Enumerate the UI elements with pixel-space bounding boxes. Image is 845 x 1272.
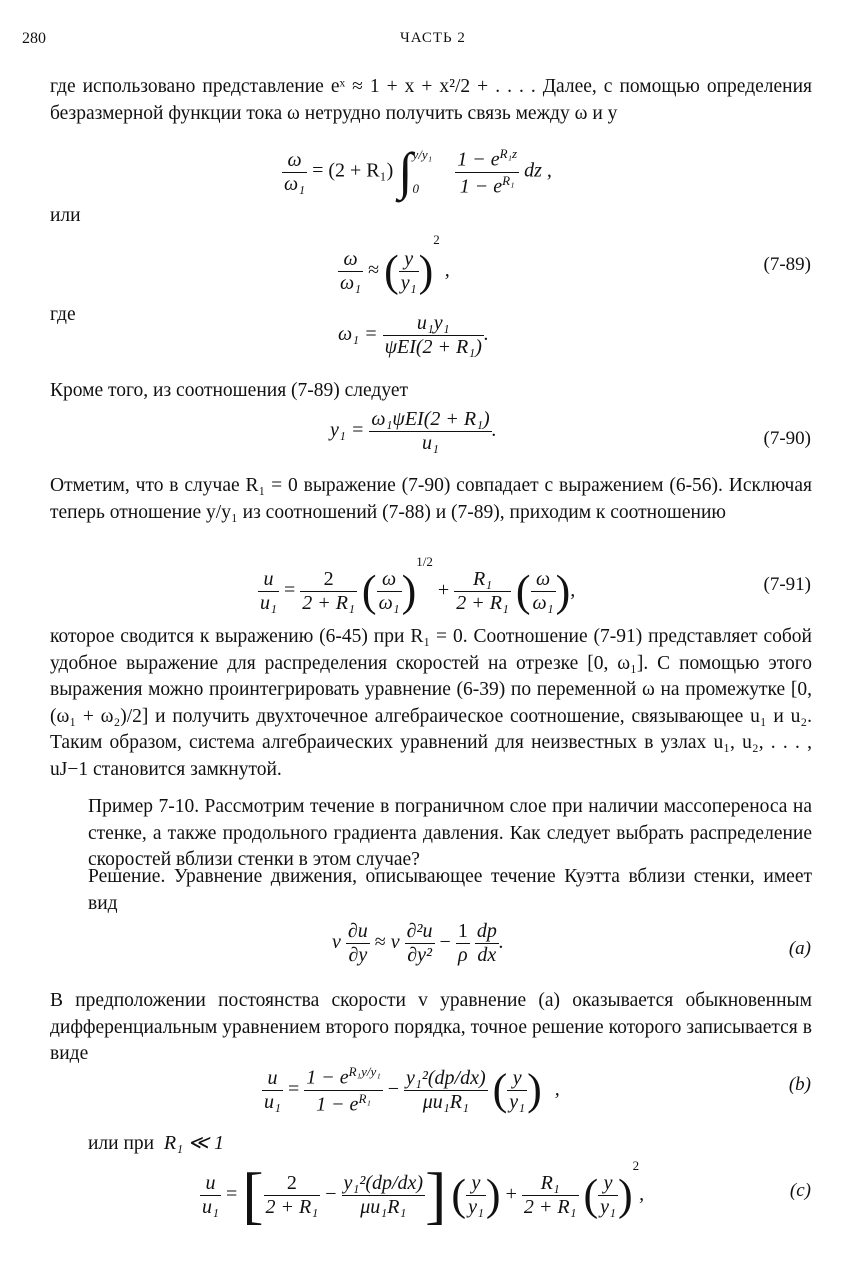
equation-7-90: y₁ = $\frac{\text{ω₁ψEI(2 + R₁)}}{\text{u₁}}$ . bbox=[330, 408, 497, 454]
equation-label-b: (b) bbox=[788, 1074, 811, 1095]
word-gde: где bbox=[50, 304, 76, 325]
paragraph-2: Кроме того, из соотношения (7-89) следует bbox=[50, 380, 409, 401]
equation-label-a: (a) bbox=[788, 938, 811, 959]
equation-7-89: $\frac{\omega}{\text{ω₁}}$ ≈ ( $\frac{y}{\text{y₁}}$ )$^2$ , bbox=[340, 232, 450, 296]
equation-label-7-90: (7-90) bbox=[763, 428, 811, 449]
solution-paragraph: Решение. Уравнение движения, описывающее течение Куэтта вблизи стенки, имеет вид bbox=[88, 866, 812, 914]
equation-label-7-89: (7-89) bbox=[763, 254, 811, 275]
example-7-10: Пример 7-10. Рассмотрим течение в пограничном слое при наличии массопереноса на стенке, а также продольного градиента давления. Как следует выбрать распределение скоростей вблизи стенки в этом случае? bbox=[88, 796, 812, 870]
condition-r1: R₁ ≪ 1 bbox=[163, 1132, 224, 1154]
equation-label-c: (c) bbox=[789, 1180, 811, 1201]
paragraph-3: Отметим, что в случае R₁ = 0 выражение (7-90) совпадает с выражением (6-56). Исключая теперь отношение y/y₁ из соотношений (7-88) и (7-89), приходим к соотношению bbox=[50, 475, 812, 523]
page-number: 280 bbox=[22, 30, 46, 47]
equation-integral: $\frac{\omega}{\text{ω₁}}$ = (2 + R₁) ∫ y/y₁ 0 $\frac{1 - e^{R_1z}}{1 - e^{R_1}}$ dz , bbox=[284, 143, 552, 201]
paragraph-1: где использовано представление eˣ ≈ 1 + x + x²/2 + . . . . Далее, с помощью определения безразмерной функции тока ω нетрудно получить связь между ω и y bbox=[50, 76, 812, 124]
or-when-text: или при R₁ ≪ 1 bbox=[88, 1132, 224, 1154]
equation-b: $\frac{u}{\text{u₁}}$ = $\frac{1 - e^{R_1y/y_1}}{1 - e^{R_1}}$ − $\frac{\text{y₁²(dp/dx)}}{\text{μu₁R₁}}$ ( $\frac{y}{\text{y₁}}$ ) , bbox=[264, 1064, 560, 1116]
word-ili: или bbox=[50, 205, 81, 226]
equation-label-7-91: (7-91) bbox=[763, 574, 811, 595]
running-header: ЧАСТЬ 2 bbox=[400, 30, 466, 46]
equation-7-91: $\frac{u}{\text{u₁}}$ = $\frac{2}{\text{2 + R₁}}$ ( $\frac{\omega}{\text{ω₁}}$ )$^{1/2}$ + $\frac{\text{R₁}}{\text{2 + R₁}}$ ( $\frac{\omega}{\text{ω₁}}$ ), bbox=[260, 554, 576, 616]
equation-omega1: ω₁ = $\frac{\text{u₁y₁}}{\text{ψEI(2 + R₁)}}$ . bbox=[338, 312, 489, 358]
paragraph-5: В предположении постоянства скорости v уравнение (a) оказывается обыкновенным дифференциальным уравнением второго порядка, точное решение которого записывается в виде bbox=[50, 990, 812, 1064]
equation-c: $\frac{u}{\text{u₁}}$ = [ $\frac{2}{\text{2 + R₁}}$ − $\frac{\text{y₁²(dp/dx)}}{\text{μu₁R₁}}$ ] ( $\frac{y}{\text{y₁}}$ ) + $\frac{\text{R₁}}{\text{2 + R₁}}$ ( $\frac{y}{\text{y₁}}$ )$^2$, bbox=[202, 1158, 645, 1231]
paragraph-4: которое сводится к выражению (6-45) при R₁ = 0. Соотношение (7-91) представляет собой удобное выражение для распределения скоростей на отрезке [0, ω₁]. С помощью этого выражения можно проинтегрировать уравнение (6-39) по переменной ω на промежутке [0, (ω₁ + ω₂)/2] и получить двухточечное алгебраическое соотношение, связывающее u₁ и u₂. Таким образом, система алгебраических уравнений для неизвестных в узлах u₁, u₂, . . . , uJ−1 становится замкнутой. bbox=[50, 626, 812, 780]
equation-a: v $\frac{\partial u}{\partial y}$ ≈ v $\frac{\text{∂²u}}{\text{∂y²}}$ − $\frac{1}{\rho}$ $\frac{dp}{dx}$ . bbox=[332, 920, 504, 966]
